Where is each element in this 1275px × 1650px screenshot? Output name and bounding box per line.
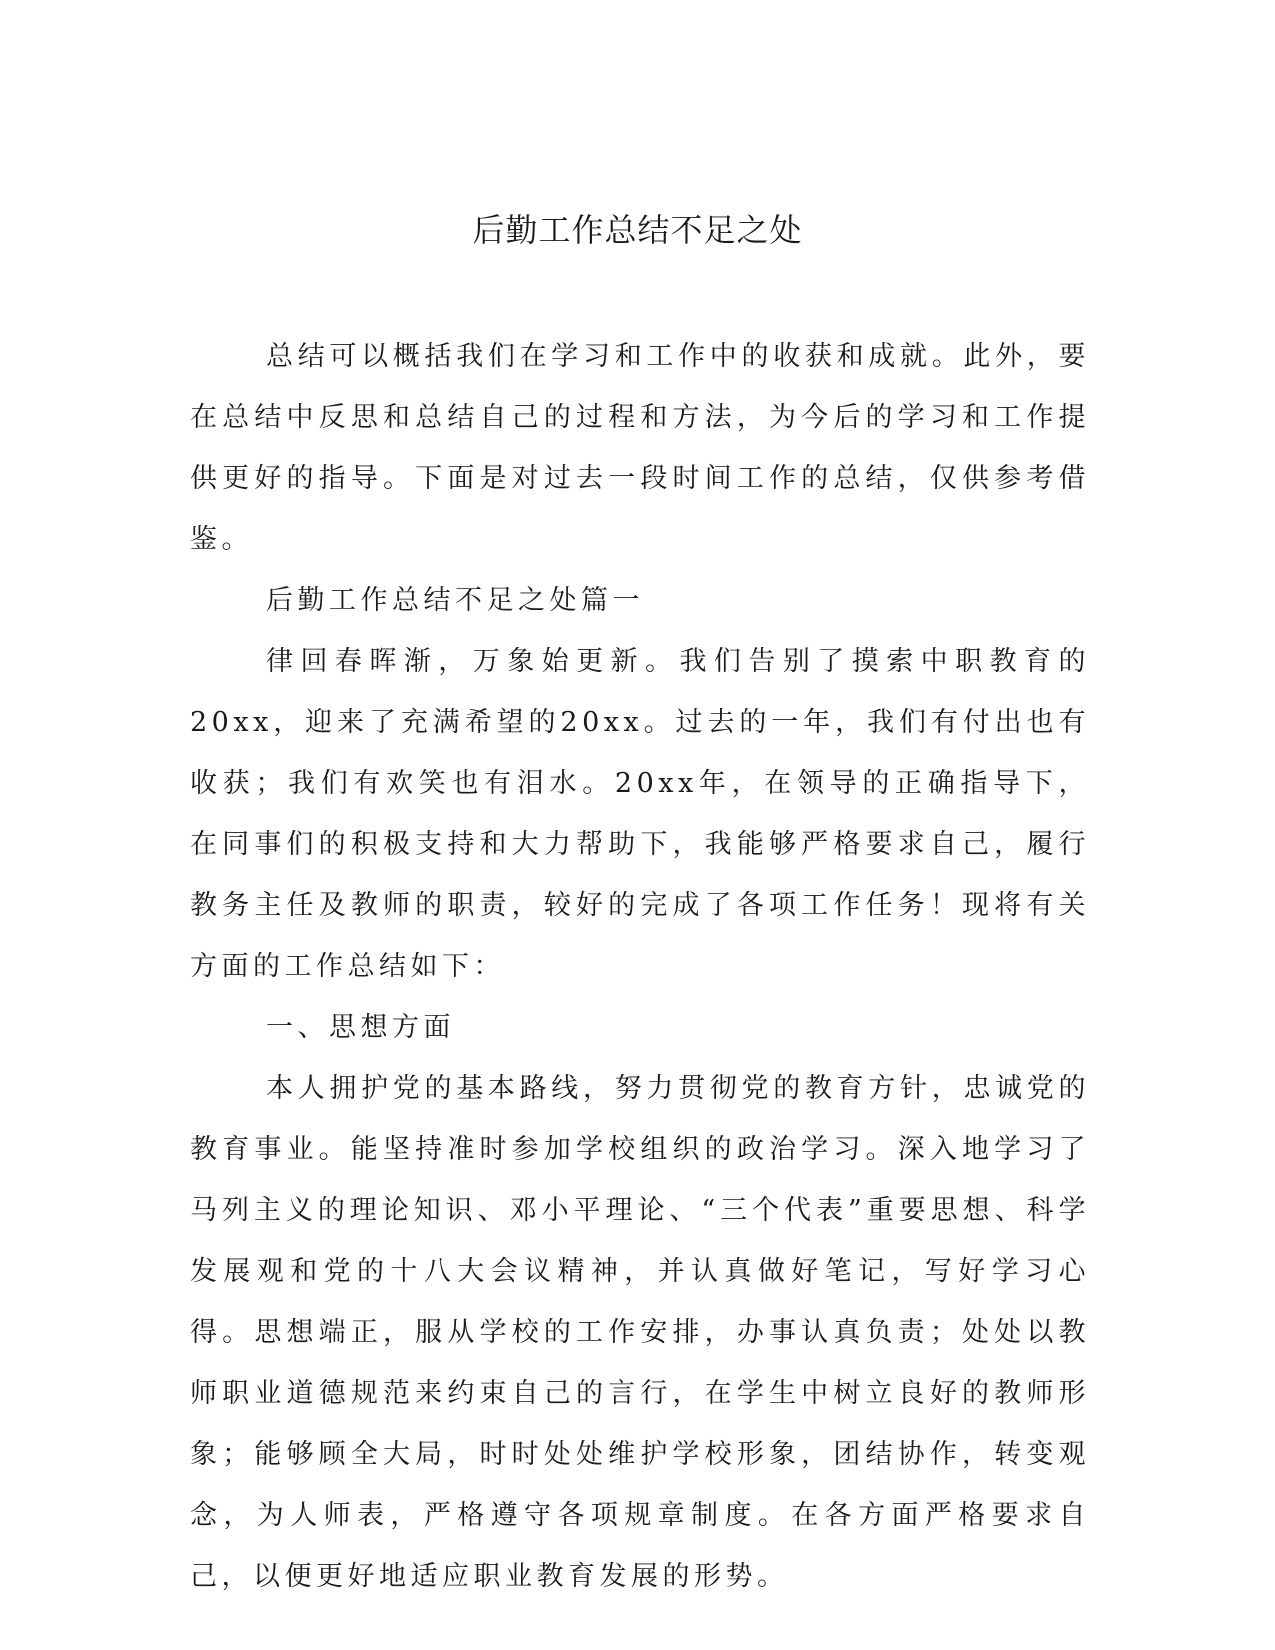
ideology-paragraph: 本人拥护党的基本路线，努力贯彻党的教育方针，忠诚党的教育事业。能坚持准时参加学校组织的政治学习。深入地学习了马列主义的理论知识、邓小平理论、“三个代表”重要思想、科学发展观和党的十八大会议精神，并认真做好笔记，写好学习心得。思想端正，服从学校的工作安排，办事认真负责；处处以教师职业道德规范来约束自己的言行，在学生中树立良好的教师形象；能够顾全大局，时时处处维护学校形象，团结协作，转变观念，为人师表，严格遵守各项规章制度。在各方面严格要求自己，以便更好地适应职业教育发展的形势。 [190, 1073, 1090, 1592]
opening-paragraph: 律回春晖渐，万象始更新。我们告别了摸索中职教育的20xx，迎来了充满希望的20xx。过去的一年，我们有付出也有收获；我们有欢笑也有泪水。20xx年，在领导的正确指导下，在同事们的积极支持和大力帮助下，我能够严格要求自己，履行教务主任及教师的职责，较好的完成了各项工作任务！现将有关方面的工作总结如下： [190, 646, 1090, 982]
section-heading-part-one: 后勤工作总结不足之处篇一 [266, 585, 644, 616]
document-body [190, 326, 1090, 1607]
intro-paragraph: 总结可以概括我们在学习和工作中的收获和成就。此外，要在总结中反思和总结自己的过程和方法，为今后的学习和工作提供更好的指导。下面是对过去一段时间工作的总结，仅供参考借鉴。 [190, 341, 1090, 555]
section-heading-ideology: 一、思想方面 [266, 1012, 455, 1043]
document-title: 后勤工作总结不足之处 [472, 211, 803, 249]
